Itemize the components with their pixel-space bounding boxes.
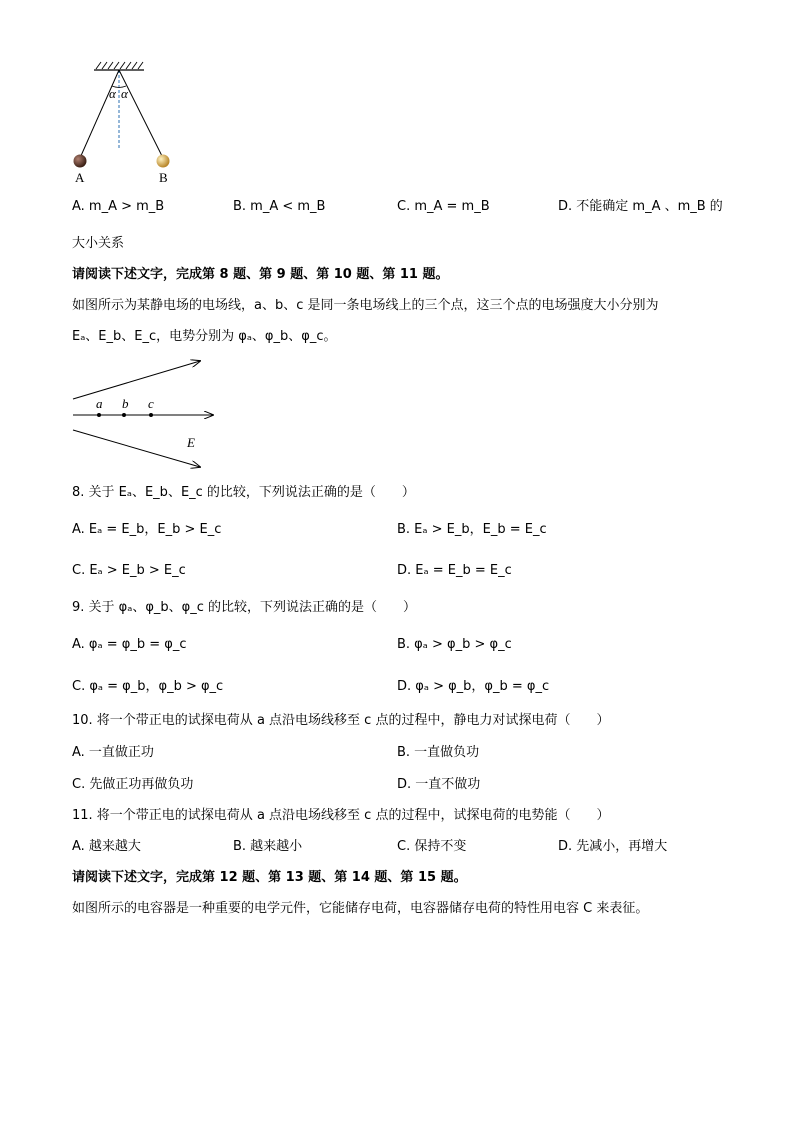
electric-field-figure xyxy=(66,354,226,474)
point-b-dot xyxy=(122,413,126,417)
q9-option-c: C. φₐ = φ_b，φ_b > φ_c xyxy=(72,679,224,694)
point-a-label: a xyxy=(96,396,103,411)
q11-option-b: B. 越来越小 xyxy=(233,839,303,854)
ball-b-label: B xyxy=(159,170,168,185)
q7-option-c: C. m_A = m_B xyxy=(397,199,490,214)
point-b-label: b xyxy=(122,396,129,411)
ball-b xyxy=(157,155,170,168)
point-a-dot xyxy=(97,413,101,417)
q10-option-d: D. 一直不做功 xyxy=(397,777,481,792)
q10-option-a: A. 一直做正功 xyxy=(72,745,154,760)
q10-option-c: C. 先做正功再做负功 xyxy=(72,777,194,792)
q7-option-a: A. m_A > m_B xyxy=(72,199,165,214)
q8-option-c: C. Eₐ > E_b > E_c xyxy=(72,563,186,578)
field-line-top xyxy=(73,361,200,399)
field-label: E xyxy=(187,435,195,450)
q8-stem: 8. 关于 Eₐ、E_b、E_c 的比较，下列说法正确的是（ ） xyxy=(72,485,415,500)
string-b xyxy=(119,70,163,158)
pendulum-figure xyxy=(66,58,186,188)
ball-a xyxy=(74,155,87,168)
ceiling xyxy=(94,62,144,70)
q11-option-d: D. 先减小，再增大 xyxy=(558,839,668,854)
section-intro-line1: 如图所示为某静电场的电场线，a、b、c 是同一条电场线上的三个点，这三个点的电场强度大小分别为 xyxy=(72,298,659,313)
point-c-label: c xyxy=(148,396,154,411)
section-intro-line2: Eₐ、E_b、E_c，电势分别为 φₐ、φ_b、φ_c。 xyxy=(72,329,337,344)
field-line-bottom xyxy=(73,430,200,467)
section-heading-8-11: 请阅读下述文字，完成第 8 题、第 9 题、第 10 题、第 11 题。 xyxy=(72,267,449,282)
q8-option-d: D. Eₐ = E_b = E_c xyxy=(397,563,512,578)
q9-option-b: B. φₐ > φ_b > φ_c xyxy=(397,637,512,652)
q8-option-b: B. Eₐ > E_b，E_b = E_c xyxy=(397,522,547,537)
q7-option-b: B. m_A < m_B xyxy=(233,199,326,214)
q7-option-d-continued: 大小关系 xyxy=(72,236,125,251)
section-heading-12-15: 请阅读下述文字，完成第 12 题、第 13 题、第 14 题、第 15 题。 xyxy=(72,870,467,885)
q9-stem: 9. 关于 φₐ、φ_b、φ_c 的比较，下列说法正确的是（ ） xyxy=(72,600,417,615)
q11-stem: 11. 将一个带正电的试探电荷从 a 点沿电场线移至 c 点的过程中，试探电荷的电势能（ ） xyxy=(72,808,610,823)
q10-option-b: B. 一直做负功 xyxy=(397,745,480,760)
q11-option-a: A. 越来越大 xyxy=(72,839,141,854)
angle-label-left: α xyxy=(109,86,116,101)
q9-option-d: D. φₐ > φ_b，φ_b = φ_c xyxy=(397,679,550,694)
string-a xyxy=(80,70,119,158)
ball-a-label: A xyxy=(75,170,85,185)
point-c-dot xyxy=(149,413,153,417)
q10-stem: 10. 将一个带正电的试探电荷从 a 点沿电场线移至 c 点的过程中，静电力对试探电荷（ ） xyxy=(72,713,610,728)
q11-option-c: C. 保持不变 xyxy=(397,839,467,854)
q7-option-d: D. 不能确定 m_A 、m_B 的 xyxy=(558,199,723,214)
section-12-15-intro: 如图所示的电容器是一种重要的电学元件，它能储存电荷，电容器储存电荷的特性用电容 C 来表征。 xyxy=(72,901,649,916)
q8-option-a: A. Eₐ = E_b，E_b > E_c xyxy=(72,522,222,537)
q9-option-a: A. φₐ = φ_b = φ_c xyxy=(72,637,187,652)
angle-label-right: α xyxy=(121,86,128,101)
